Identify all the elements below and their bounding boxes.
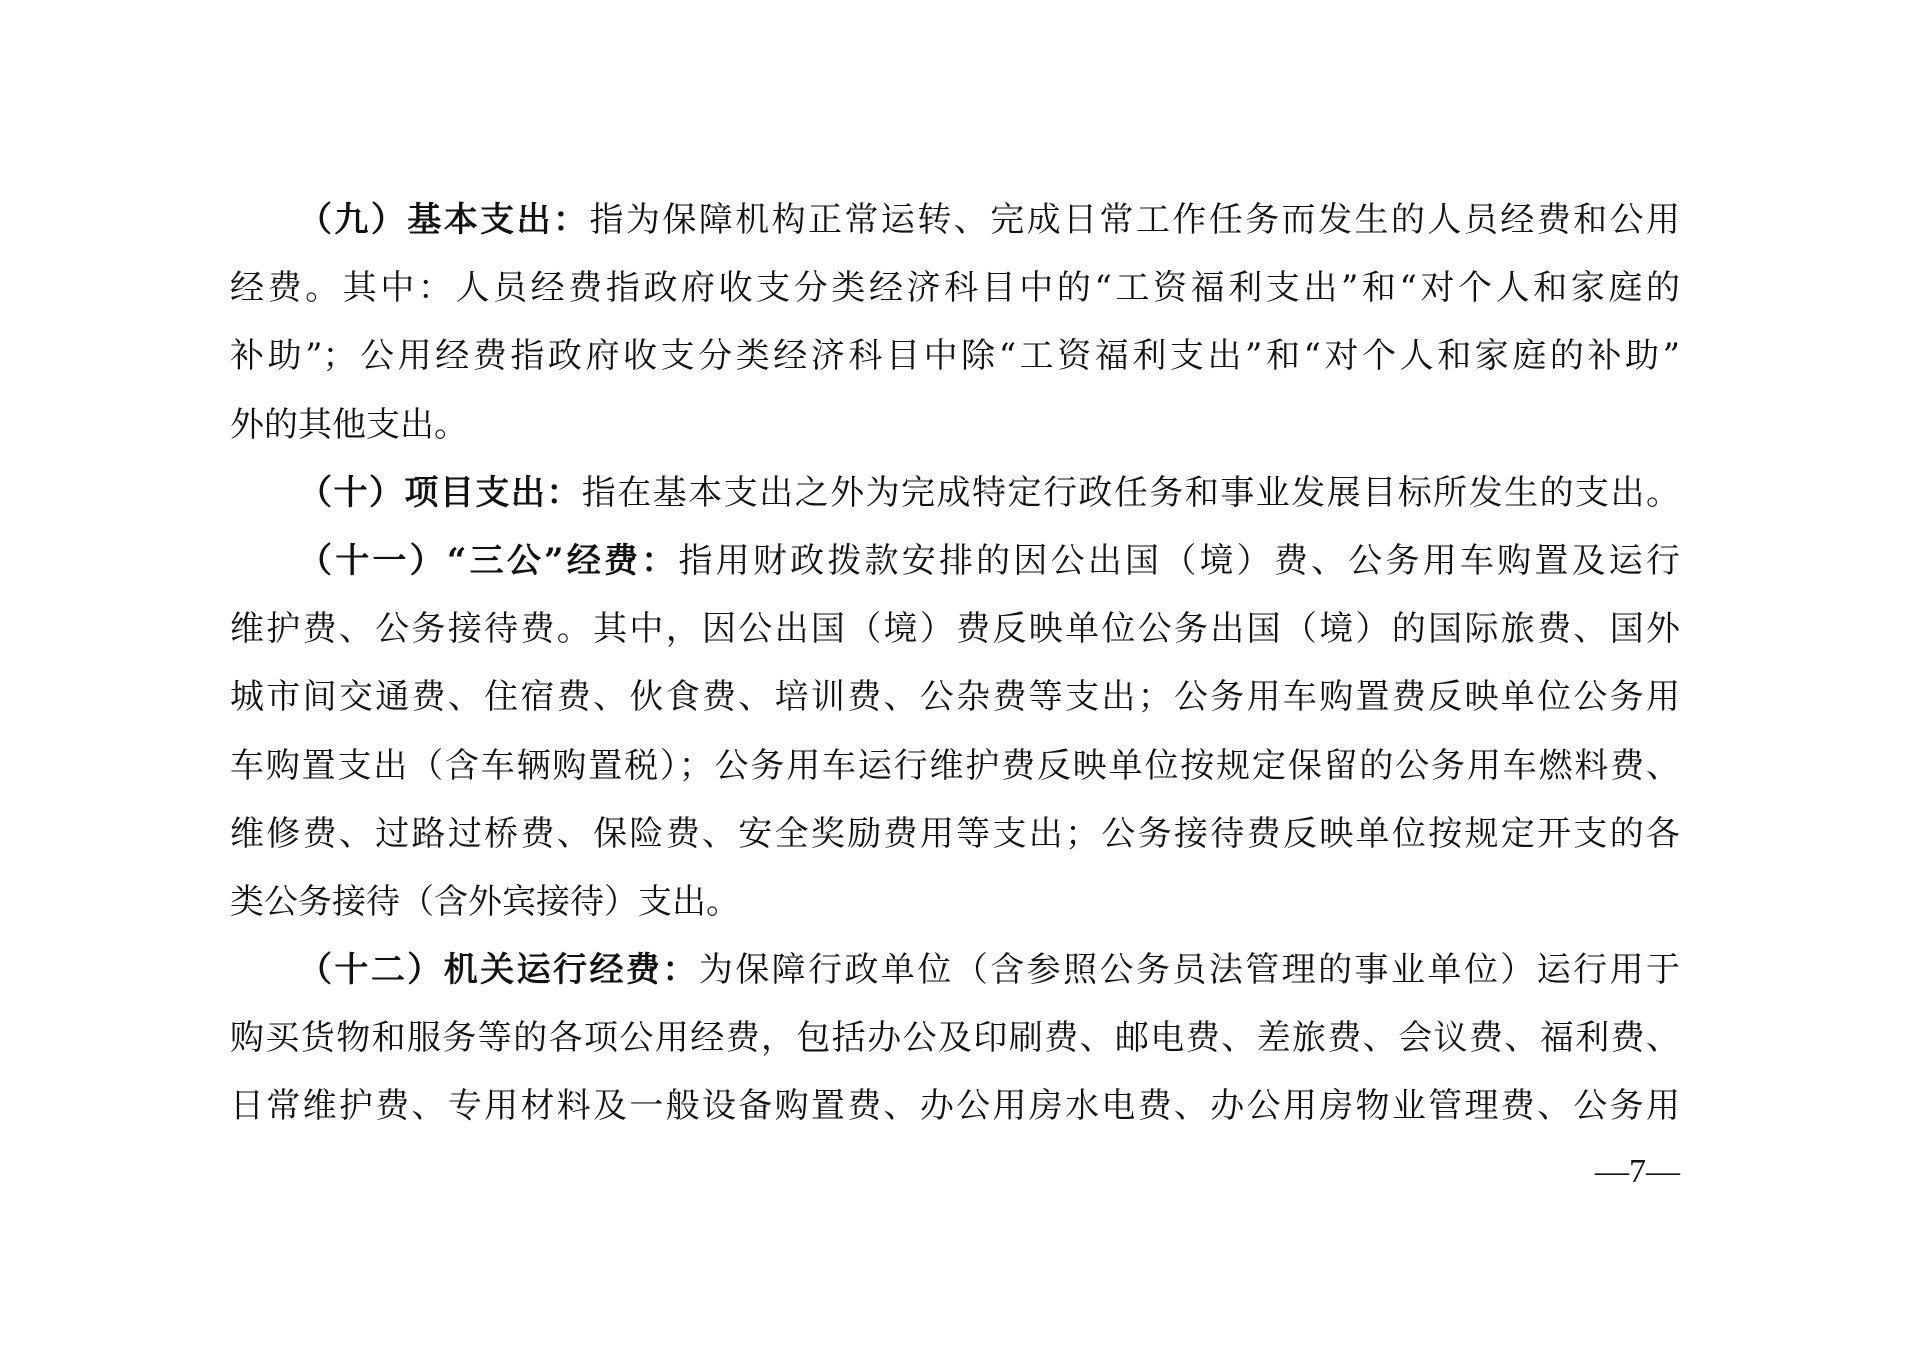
page-number: —7— (1595, 1153, 1680, 1190)
paragraph-line (230, 527, 1680, 595)
section-project-expenditure (230, 459, 1680, 527)
paragraph-line: 日常维护费、专用材料及一般设备购置费、办公用房水电费、办公用房物业管理费、公务用 (230, 1086, 1680, 1127)
paragraph-line (230, 459, 1680, 527)
paragraph-line: 购买货物和服务等的各项公用经费，包括办公及印刷费、邮电费、差旅费、会议费、福利费、 (230, 1018, 1680, 1059)
paragraph-line: 经费。其中：人员经费指政府收支分类经济科目中的“工资福利支出”和“对个人和家庭的 (230, 268, 1680, 309)
paragraph-line: 补助”；公用经费指政府收支分类经济科目中除“工资福利支出”和“对个人和家庭的补助” (230, 336, 1680, 377)
section-heading: （十一）“三公”经费： (298, 540, 679, 581)
section-agency-operating-expenses (230, 936, 1680, 1141)
section-text: 为保障行政单位（含参照公务员法管理的事业单位）运行用于 (698, 950, 1680, 991)
paragraph-line: 外的其他支出。 (230, 404, 468, 445)
section-text: 指在基本支出之外为完成特定行政任务和事业发展目标所发生的支出。 (581, 472, 1680, 513)
paragraph-line: 类公务接待（含外宾接待）支出。 (230, 881, 740, 922)
paragraph-line: 维护费、公务接待费。其中，因公出国（境）费反映单位公务出国（境）的国际旅费、国外 (230, 609, 1680, 650)
paragraph-line: 车购置支出（含车辆购置税）；公务用车运行维护费反映单位按规定保留的公务用车燃料费、 (230, 745, 1680, 786)
paragraph-line (230, 186, 1680, 254)
section-three-public-expenses (230, 527, 1680, 936)
section-heading: （九）基本支出： (298, 200, 590, 240)
section-heading: （十）项目支出： (298, 472, 582, 513)
document-body (230, 186, 1680, 1141)
section-text: 指为保障机构正常运转、完成日常工作任务而发生的人员经费和公用 (589, 200, 1680, 240)
section-text: 指用财政拨款安排的因公出国（境）费、公务用车购置及运行 (678, 540, 1680, 581)
paragraph-line: 城市间交通费、住宿费、伙食费、培训费、公杂费等支出；公务用车购置费反映单位公务用 (230, 677, 1680, 718)
paragraph-line: 维修费、过路过桥费、保险费、安全奖励费用等支出；公务接待费反映单位按规定开支的各 (230, 813, 1680, 854)
section-heading: （十二）机关运行经费： (298, 950, 699, 991)
section-basic-expenditure (230, 186, 1680, 459)
paragraph-line (230, 936, 1680, 1004)
